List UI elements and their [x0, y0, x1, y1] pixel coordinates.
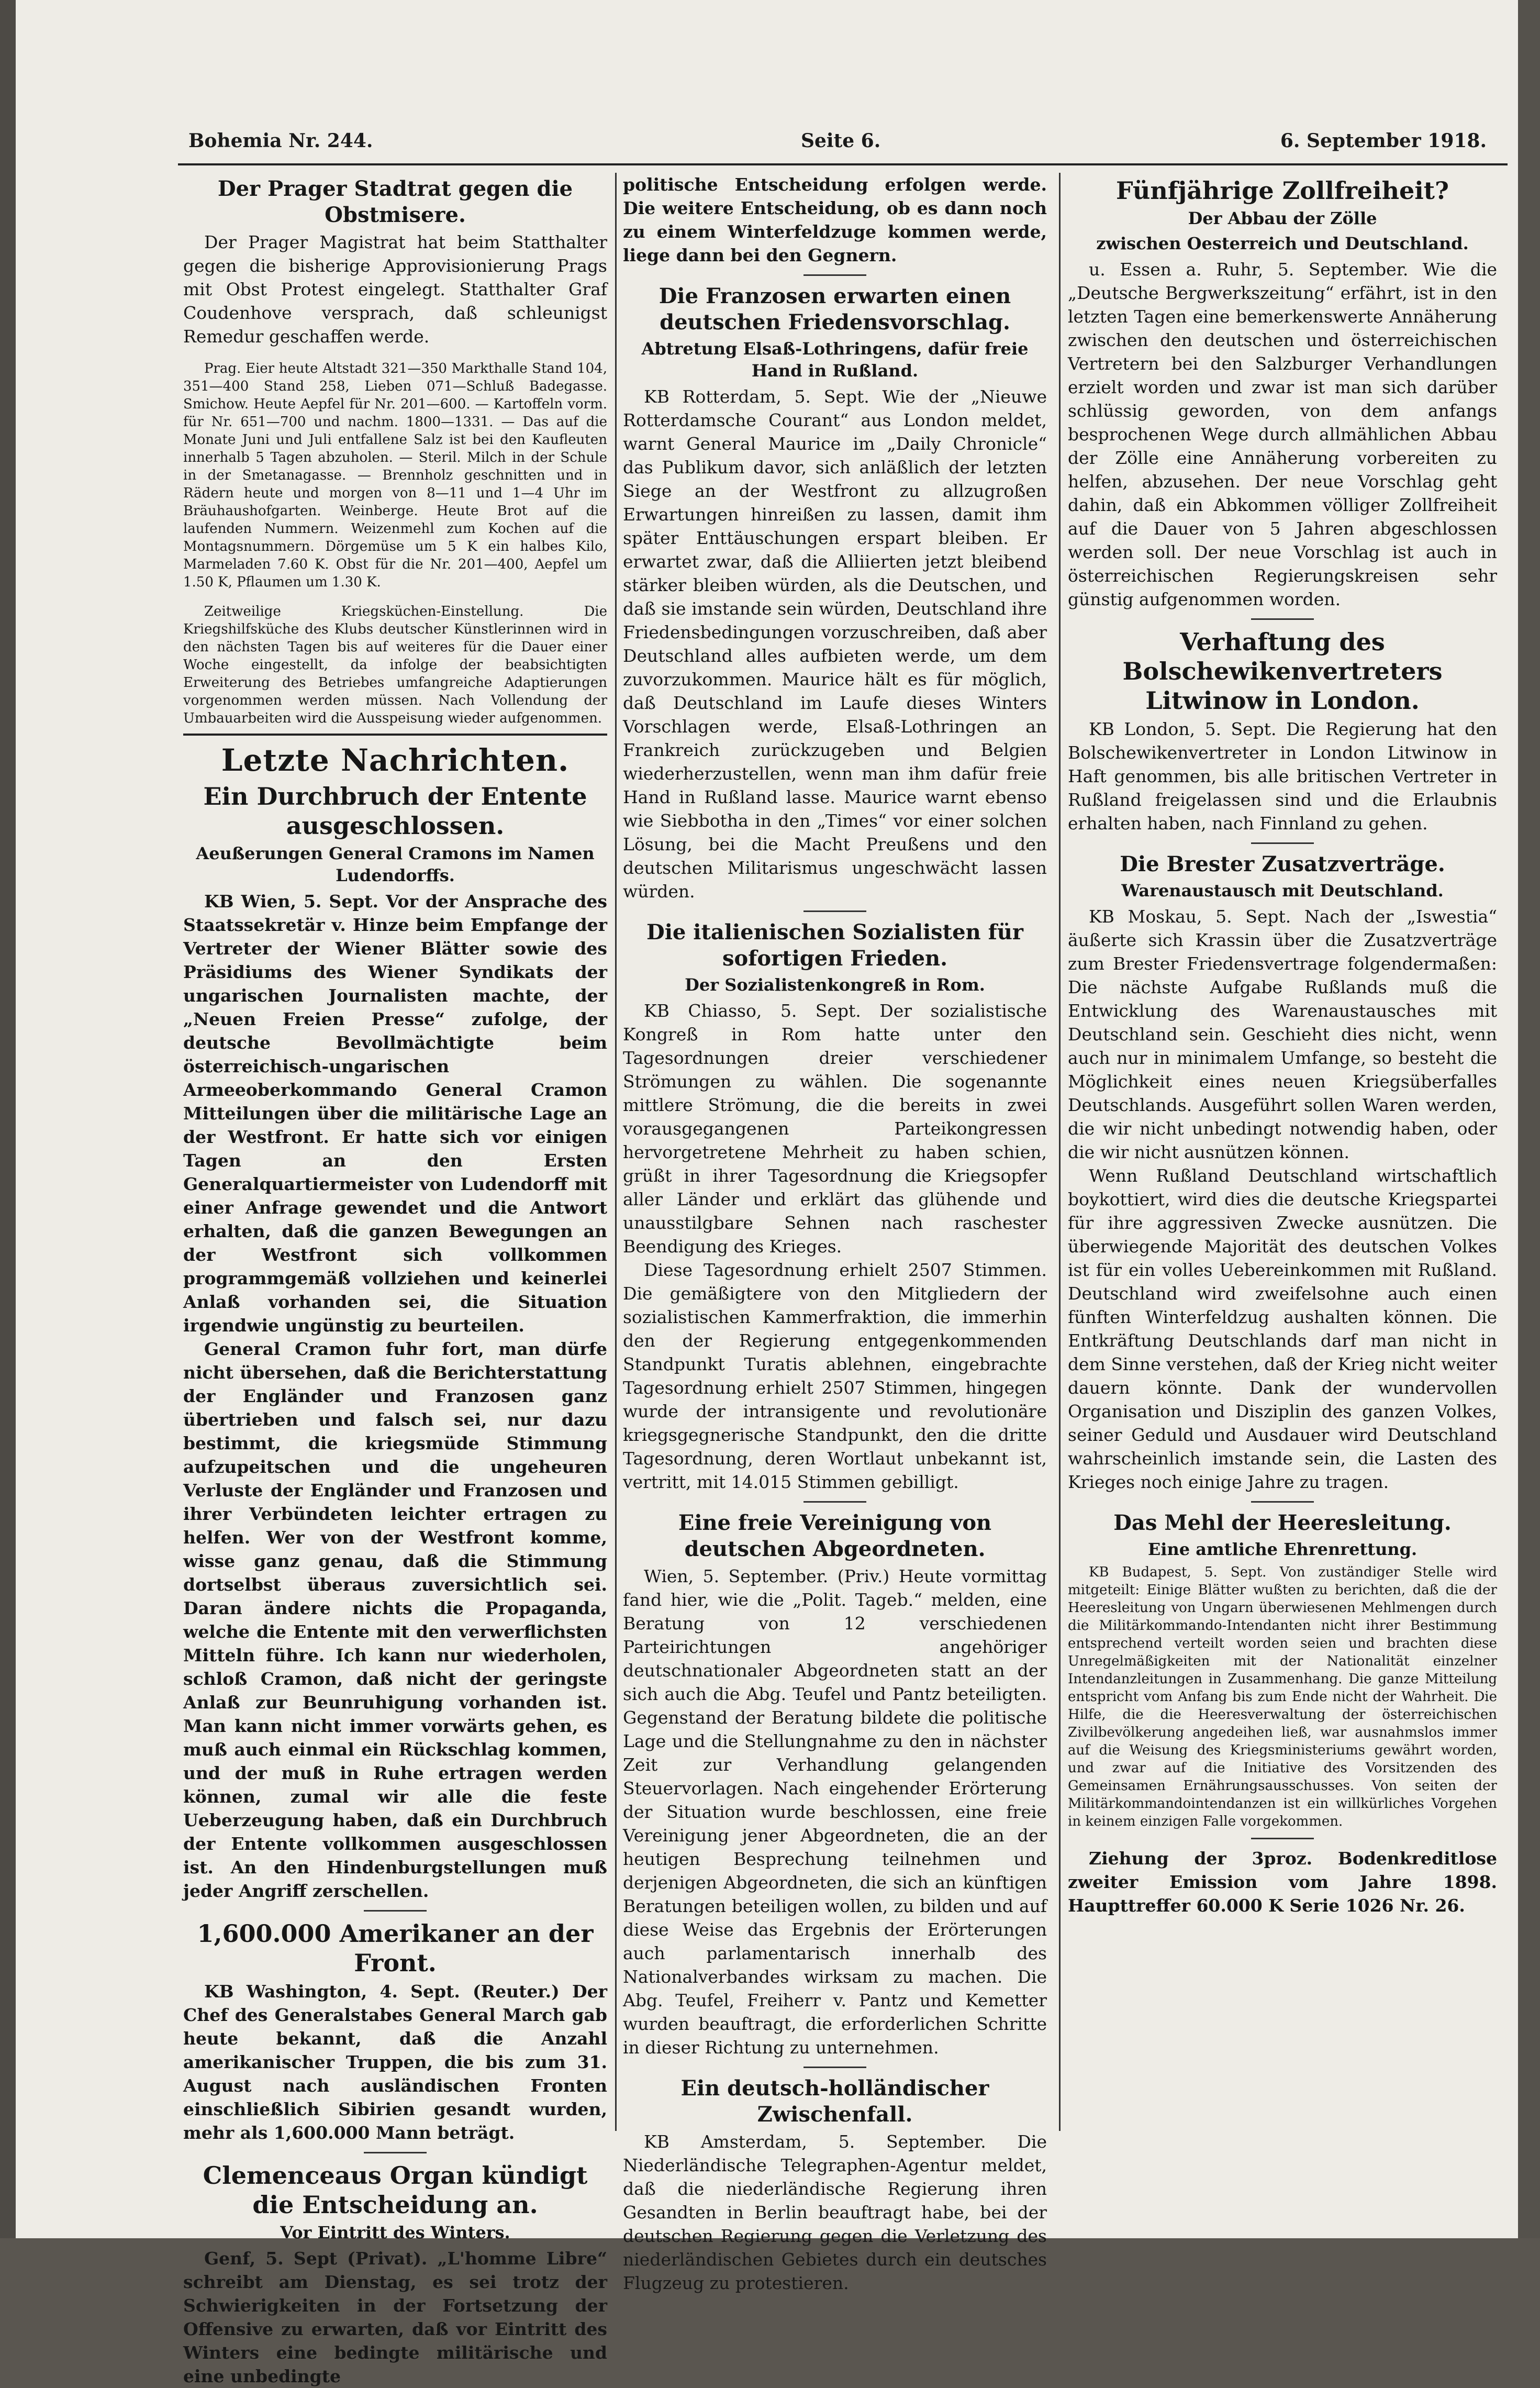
article-subtitle: Warenaustausch mit Deutschland. [1121, 881, 1444, 901]
article-divider [1251, 1501, 1314, 1503]
article-subtitle: Der Sozialistenkongreß in Rom. [685, 975, 985, 995]
article-text: KB Moskau, 5. Sept. Nach der „Iswestia“ äußerte sich Krassin über die Zusatzverträge zum Brester Friedensvertrage folgendermaßen: Die nächste Aufgabe Rußlands muß die Entwicklung des Warenaustausches mit Deutschland sein. Geschieht dies nicht, wenn auch nur in minimalem Umfange, so besteht die Möglichkeit eines neuen Kriegsüberfalles Deutschlands. Ausgeführt sollen Waren werden, die wir nicht unbedingt notwendig haben, oder die wir nicht ausnützen können. [1068, 906, 1497, 1162]
article-text: politische Entscheidung erfolgen werde. Die weitere Entscheidung, ob es dann noch zu einem Winterfeldzuge kommen werde, liege dann bei den Gegnern. [623, 174, 1047, 265]
article-text: Wenn Rußland Deutschland wirtschaftlich boykottiert, wird dies die deutsche Kriegspartei für ihre aggressiven Zwecke ausnützen. Die überwiegende Majorität des deutschen Volkes ist für ein volles Uebereinkommen mit Rußland. Deutschland wird zweifelsohne auch einen fünften Winterfeldzug aushalten können. Die Entkräftung Deutschlands darf man nicht in dem Sinne verstehen, daß der Krieg nicht weiter dauern könnte. Dank der wundervollen Organisation und Disziplin des ganzen Volkes, seiner Geduld und Ausdauer wird Deutschland wahrscheinlich imstande sein, die Lasten des Krieges noch einige Jahre zu tragen. [1068, 1165, 1497, 1492]
article-divider [1251, 842, 1314, 844]
column-3 [1068, 173, 1497, 2136]
header-rule [178, 163, 1508, 165]
scan-left-edge [0, 0, 16, 2238]
article-title-zollfreiheit: Fünfjährige Zollfreiheit? [1116, 176, 1449, 205]
article-text-small: Prag. Eier heute Altstadt 321—350 Markthalle Stand 104, 351—400 Stand 258, Lieben 071—Schluß Badegasse. Smichow. Heute Aepfel für Nr. 201—600. — Kartoffeln vorm. für Nr. 651—700 und nachm. 1800—1331. — Das auf die Monate Juni und Juli entfallene Salz ist bei den Kaufleuten innerhalb 5 Tagen abzuholen. — Steril. Milch in der Schule in der Smetanagasse. — Brennholz geschnitten und in Rädern heute und morgen von 8—11 und 1—4 Uhr im Bräuhaushofgarten. Weinberge. Heute Brot auf die laufenden Nummern. Weizenmehl zum Kochen auf die Montagsnummern. Dörgemüse um 5 K ein halbes Kilo, Marmeladen 7.60 K. Obst für die Nr. 201—400, Aepfel um 1.50 K, Pflaumen um 1.30 K. [183, 361, 607, 590]
article-title-clemenceau: Clemenceaus Organ kündigt die Entscheidung an. [203, 2161, 588, 2219]
article-text: Der Prager Magistrat hat beim Statthalter gegen die bisherige Approvisionierung Prags mit Obst Protest eingelegt. Statthalter Graf Coudenhove versprach, daß schleunigst Remedur geschaffen werde. [183, 232, 607, 347]
article-text-small: Zeitweilige Kriegsküchen-Einstellung. Die Kriegshilfsküche des Klubs deutscher Künstlerinnen wird in den nächsten Tagen bis auf weiteres für die Dauer einer Woche eingestellt, da infolge der beabsichtigten Erweiterung des Betriebes umfangreiche Adaptierungen vorgenommen werden müssen. Nach Vollendung der Umbauarbeiten wird die Ausspeisung wieder aufgenommen. [183, 604, 607, 726]
article-subtitle: Abtretung Elsaß-Lothringens, dafür freie Hand in Rußland. [641, 339, 1029, 381]
article-text: KB Chiasso, 5. Sept. Der sozialistische Kongreß in Rom hatte unter den Tagesordnungen dreier verschiedener Strömungen zu wählen. Die sogenannte mittlere Strömung, die die bereits in zwei vorausgegangenen Parteikongressen hervorgetretene Mehrheit zu haben schien, grüßt in ihrer Tagesordnung die Kriegsopfer aller Länder und erklärt das glühende und unausstilgbare Sehnen nach raschester Beendigung des Krieges. [623, 1001, 1047, 1257]
article-subtitle: Aeußerungen General Cramons im Namen Ludendorffs. [196, 843, 595, 885]
article-title-franzosen: Die Franzosen erwarten einen deutschen Friedensvorschlag. [659, 284, 1011, 335]
article-title-amerikaner: 1,600.000 Amerikaner an der Front. [197, 1919, 594, 1977]
running-head-page-number: Seite 6. [801, 130, 881, 152]
article-subtitle: Eine amtliche Ehrenrettung. [1147, 1539, 1418, 1559]
article-title-brester: Die Brester Zusatzverträge. [1120, 852, 1445, 876]
article-title-stadtrat: Der Prager Stadtrat gegen die Obstmisere. [217, 176, 573, 227]
article-text: KB Rotterdam, 5. Sept. Wie der „Nieuwe Rotterdamsche Courant“ aus London meldet, warnt General Maurice im „Daily Chronicle“ das Publikum davor, sich anläßlich der letzten Siege an der Westfront zu allzugroßen Erwartungen hinreißen zu lassen, damit ihm später Enttäuschungen erspart bleiben. Er erwartet zwar, daß die Alliierten jetzt bleibend stärker bleiben würden, als die Deutschen, und daß sie imstande sein würden, Deutschland ihre Friedensbedingungen vorzuschreiben, daß aber Deutschland alles aufbieten werde, um dem zuvorzukommen. Maurice hält es für möglich, daß Deutschland im Laufe dieses Winters Vorschlagen werde, Elsaß-Lothringen an Frankreich zurückzugeben und Belgien wiederherzustellen, wenn man ihm dafür freie Hand in Rußland lasse. Maurice warnt ebenso wie Siebbotha in den „Times“ vor einer solchen Lösung, bei die Macht Preußens und den deutschen Militarismus ungeschwächt lassen würden. [623, 386, 1047, 902]
article-text: KB Amsterdam, 5. September. Die Niederländische Telegraphen-Agentur meldet, daß die niederländische Regierung ihren Gesandten in Berlin beauftragt habe, bei der deutschen Regierung gegen die Verletzung des niederländischen Gebietes durch ein deutsches Flugzeug zu protestieren. [623, 2131, 1047, 2293]
newspaper-page [16, 0, 1518, 2386]
article-divider [804, 910, 866, 912]
article-divider [804, 274, 866, 276]
article-divider [1251, 618, 1314, 620]
article-text: Wien, 5. September. (Priv.) Heute vormittag fand hier, wie die „Polit. Tageb.“ melden, eine Beratung von 12 verschiedenen Parteirichtungen angehöriger deutschnationaler Abgeordneten statt an der sich auch die Abg. Teufel und Pantz beteiligten. Gegenstand der Beratung bildete die politische Lage und die Stellungnahme zu den in nächster Zeit zur Verhandlung gelangenden Steuervorlagen. Nach eingehender Erörterung der Situation wurde beschlossen, eine freie Vereinigung jener Abgeordneten, die an der heutigen Besprechung teilnehmen und derjenigen Abgeordneten, die sich an künftigen Beratungen beteiligen wollen, zu bilden und auf diese Weise das Ergebnis der Erörterungen auch parlamentarisch innerhalb des Nationalverbandes wirksam zu machen. Die Abg. Teufel, Freiherr v. Pantz und Kemetter wurden beauftragt, die erforderlichen Schritte in dieser Richtung zu unternehmen. [623, 1566, 1047, 2058]
article-title-zwischenfall: Ein deutsch-holländischer Zwischenfall. [680, 2076, 989, 2127]
article-text: KB Washington, 4. Sept. (Reuter.) Der Chef des Generalstabes General March gab heute bekannt, daß die Anzahl amerikanischer Truppen, die bis zum 31. August nach ausländischen Fronten einschließlich Sibirien gesandt wurden, mehr als 1,600.000 Mann beträgt. [183, 1981, 607, 2143]
article-text: Diese Tagesordnung erhielt 2507 Stimmen. Die gemäßigtere von den Mitgliedern der sozialistischen Kammerfraktion, die immerhin den der Regierung entgegenkommenden Standpunkt Turatis ablehnen, eingebrachte Tagesordnung erhielt 2507 Stimmen, hingegen wurde der intransigente und revolutionäre kriegsgegnerische Standpunkt, den die dritte Tagesordnung, deren Wortlaut unbekannt ist, vertritt, mit 14.015 Stimmen gebilligt. [623, 1260, 1047, 1492]
article-divider [364, 1910, 427, 1912]
article-text: Genf, 5. Sept (Privat). „L'homme Libre“ schreibt am Dienstag, es sei trotz der Schwierigkeiten in der Fortsetzung der Offensive zu erwarten, daß vor Eintritt des Winters eine bedingte militärische und eine unbedingte [183, 2248, 607, 2386]
article-subtitle: Vor Eintritt des Winters. [280, 2223, 510, 2242]
article-divider [804, 1501, 866, 1503]
article-title-sozialisten: Die italienischen Sozialisten für sofortigen Frieden. [646, 920, 1023, 971]
running-head [173, 126, 1502, 157]
section-title: Letzte Nachrichten. [221, 742, 570, 778]
article-text: KB London, 5. Sept. Die Regierung hat den Bolschewikenvertreter in London Litwinow in Haft genommen, bis alle britischen Vertreter in Rußland freigelassen sind und die Erlaubnis erhalten haben, nach Finnland zu gehen. [1068, 719, 1497, 834]
article-divider [1251, 1838, 1314, 1839]
article-title-abgeordneten: Eine freie Vereinigung von deutschen Abgeordneten. [678, 1510, 992, 1561]
running-head-left: Bohemia Nr. 244. [188, 130, 373, 152]
article-divider [364, 2152, 427, 2153]
column-1 [183, 173, 607, 2386]
article-divider [804, 2067, 866, 2068]
article-text: u. Essen a. Ruhr, 5. September. Wie die „Deutsche Bergwerkszeitung“ erfährt, ist in den letzten Tagen eine bemerkenswerte Annäherung zwischen den deutschen und österreichischen Vertretern bei den Salzburger Verhandlungen erzielt worden und zwar ist man sich darüber schlüssig geworden, von dem anfangs besprochenen Wege durch allmählichen Abbau der Zölle eine Annäherung vorbereiten zu helfen, abzusehen. Der neue Vorschlag geht dahin, daß ein Abkommen völliger Zollfreiheit auf die Dauer von 5 Jahren abgeschlossen werden soll. Der neue Vorschlag ist auch in österreichischen Regierungskreisen sehr günstig aufgenommen worden. [1068, 259, 1497, 609]
article-text: KB Wien, 5. Sept. Vor der Ansprache des Staatssekretär v. Hinze beim Empfange der Vertreter der Wiener Blätter sowie des Präsidiums des Wiener Syndikats der ungarischen Journalisten machte, der „Neuen Freien Presse“ zufolge, der deutsche Bevollmächtigte beim österreichisch-ungarischen Armeeoberkommando General Cramon Mitteilungen über die militärische Lage an der Westfront. Er hatte sich vor einigen Tagen an den Ersten Generalquartiermeister von Ludendorff mit einer Anfrage gewendet und die Antwort erhalten, daß die ganzen Bewegungen an der Westfront sich vollkommen programmgemäß vollziehen und keinerlei Anlaß vorhanden sei, die Situation irgendwie ungünstig zu beurteilen. [183, 891, 607, 1336]
article-text: Ziehung der 3proz. Bodenkreditlose zweiter Emission vom Jahre 1898. Haupttreffer 60.000 K Serie 1026 Nr. 26. [1068, 1848, 1497, 1916]
article-subtitle: zwischen Oesterreich und Deutschland. [1096, 234, 1469, 253]
article-subtitle: Der Abbau der Zölle [1188, 208, 1377, 228]
article-title-durchbruch: Ein Durchbruch der Entente ausgeschlossen. [203, 782, 587, 840]
article-title-litwinow: Verhaftung des Bolschewikenvertreters Litwinow in London. [1122, 628, 1443, 715]
article-text-small: KB Budapest, 5. Sept. Von zuständiger Stelle wird mitgeteilt: Einige Blätter wußten zu berichten, daß die der Heeresleitung von Ungarn überwiesenen Mehlmengen durch die Militärkommando-Intendanten nicht ihrer Bestimmung entsprechend verteilt worden seien und brachten diese Unregelmäßigkeiten mit der Nationalität einzelner Intendanzleitungen in Zusammenhang. Die ganze Mitteilung entspricht vom Anfang bis zum Ende nicht der Wahrheit. Die Hilfe, die die Heeresverwaltung der österreichischen Zivilbevölkerung angedeihen ließ, war ausnahmslos immer auf die Weisung des Kriegsministeriums gewährt worden, und zwar auf die Initiative des Vorsitzenden des Gemeinsamen Ernährungsausschusses. Von seiten der Militärkommandointendanzen ist ein willkürliches Vorgehen in keinem einzigen Falle vorgekommen. [1068, 1564, 1497, 1829]
column-2 [623, 173, 1047, 2293]
section-rule [183, 734, 607, 736]
column-rule-1 [615, 173, 617, 2131]
column-rule-2 [1059, 173, 1061, 2131]
article-text: General Cramon fuhr fort, man dürfe nicht übersehen, daß die Berichterstattung der Engländer und Franzosen ganz übertrieben und falsch sei, nur dazu bestimmt, die kriegsmüde Stimmung aufzupeitschen und die ungeheuren Verluste der Engländer und Franzosen und ihrer Verbündeten leichter ertragen zu helfen. Wer von der Westfront komme, wisse ganz genau, daß die Stimmung dortselbst überaus zuversichtlich sei. Daran ändere nichts die Propaganda, welche die Entente mit den verwerflichsten Mitteln führe. Ich kann nur wiederholen, schloß Cramon, daß nicht der geringste Anlaß zur Beunruhigung vorhanden ist. Man kann nicht immer vorwärts gehen, es muß auch einmal ein Rückschlag kommen, und der muß in Ruhe ertragen werden können, zumal wir alle die feste Ueberzeugung haben, daß ein Durchbruch der Entente vollkommen ausgeschlossen ist. An den Hindenburgstellungen muß jeder Angriff zerschellen. [183, 1339, 607, 1901]
running-head-date: 6. September 1918. [1280, 130, 1487, 152]
article-title-mehl: Das Mehl der Heeresleitung. [1113, 1510, 1452, 1535]
scan-right-edge [1518, 0, 1540, 2238]
